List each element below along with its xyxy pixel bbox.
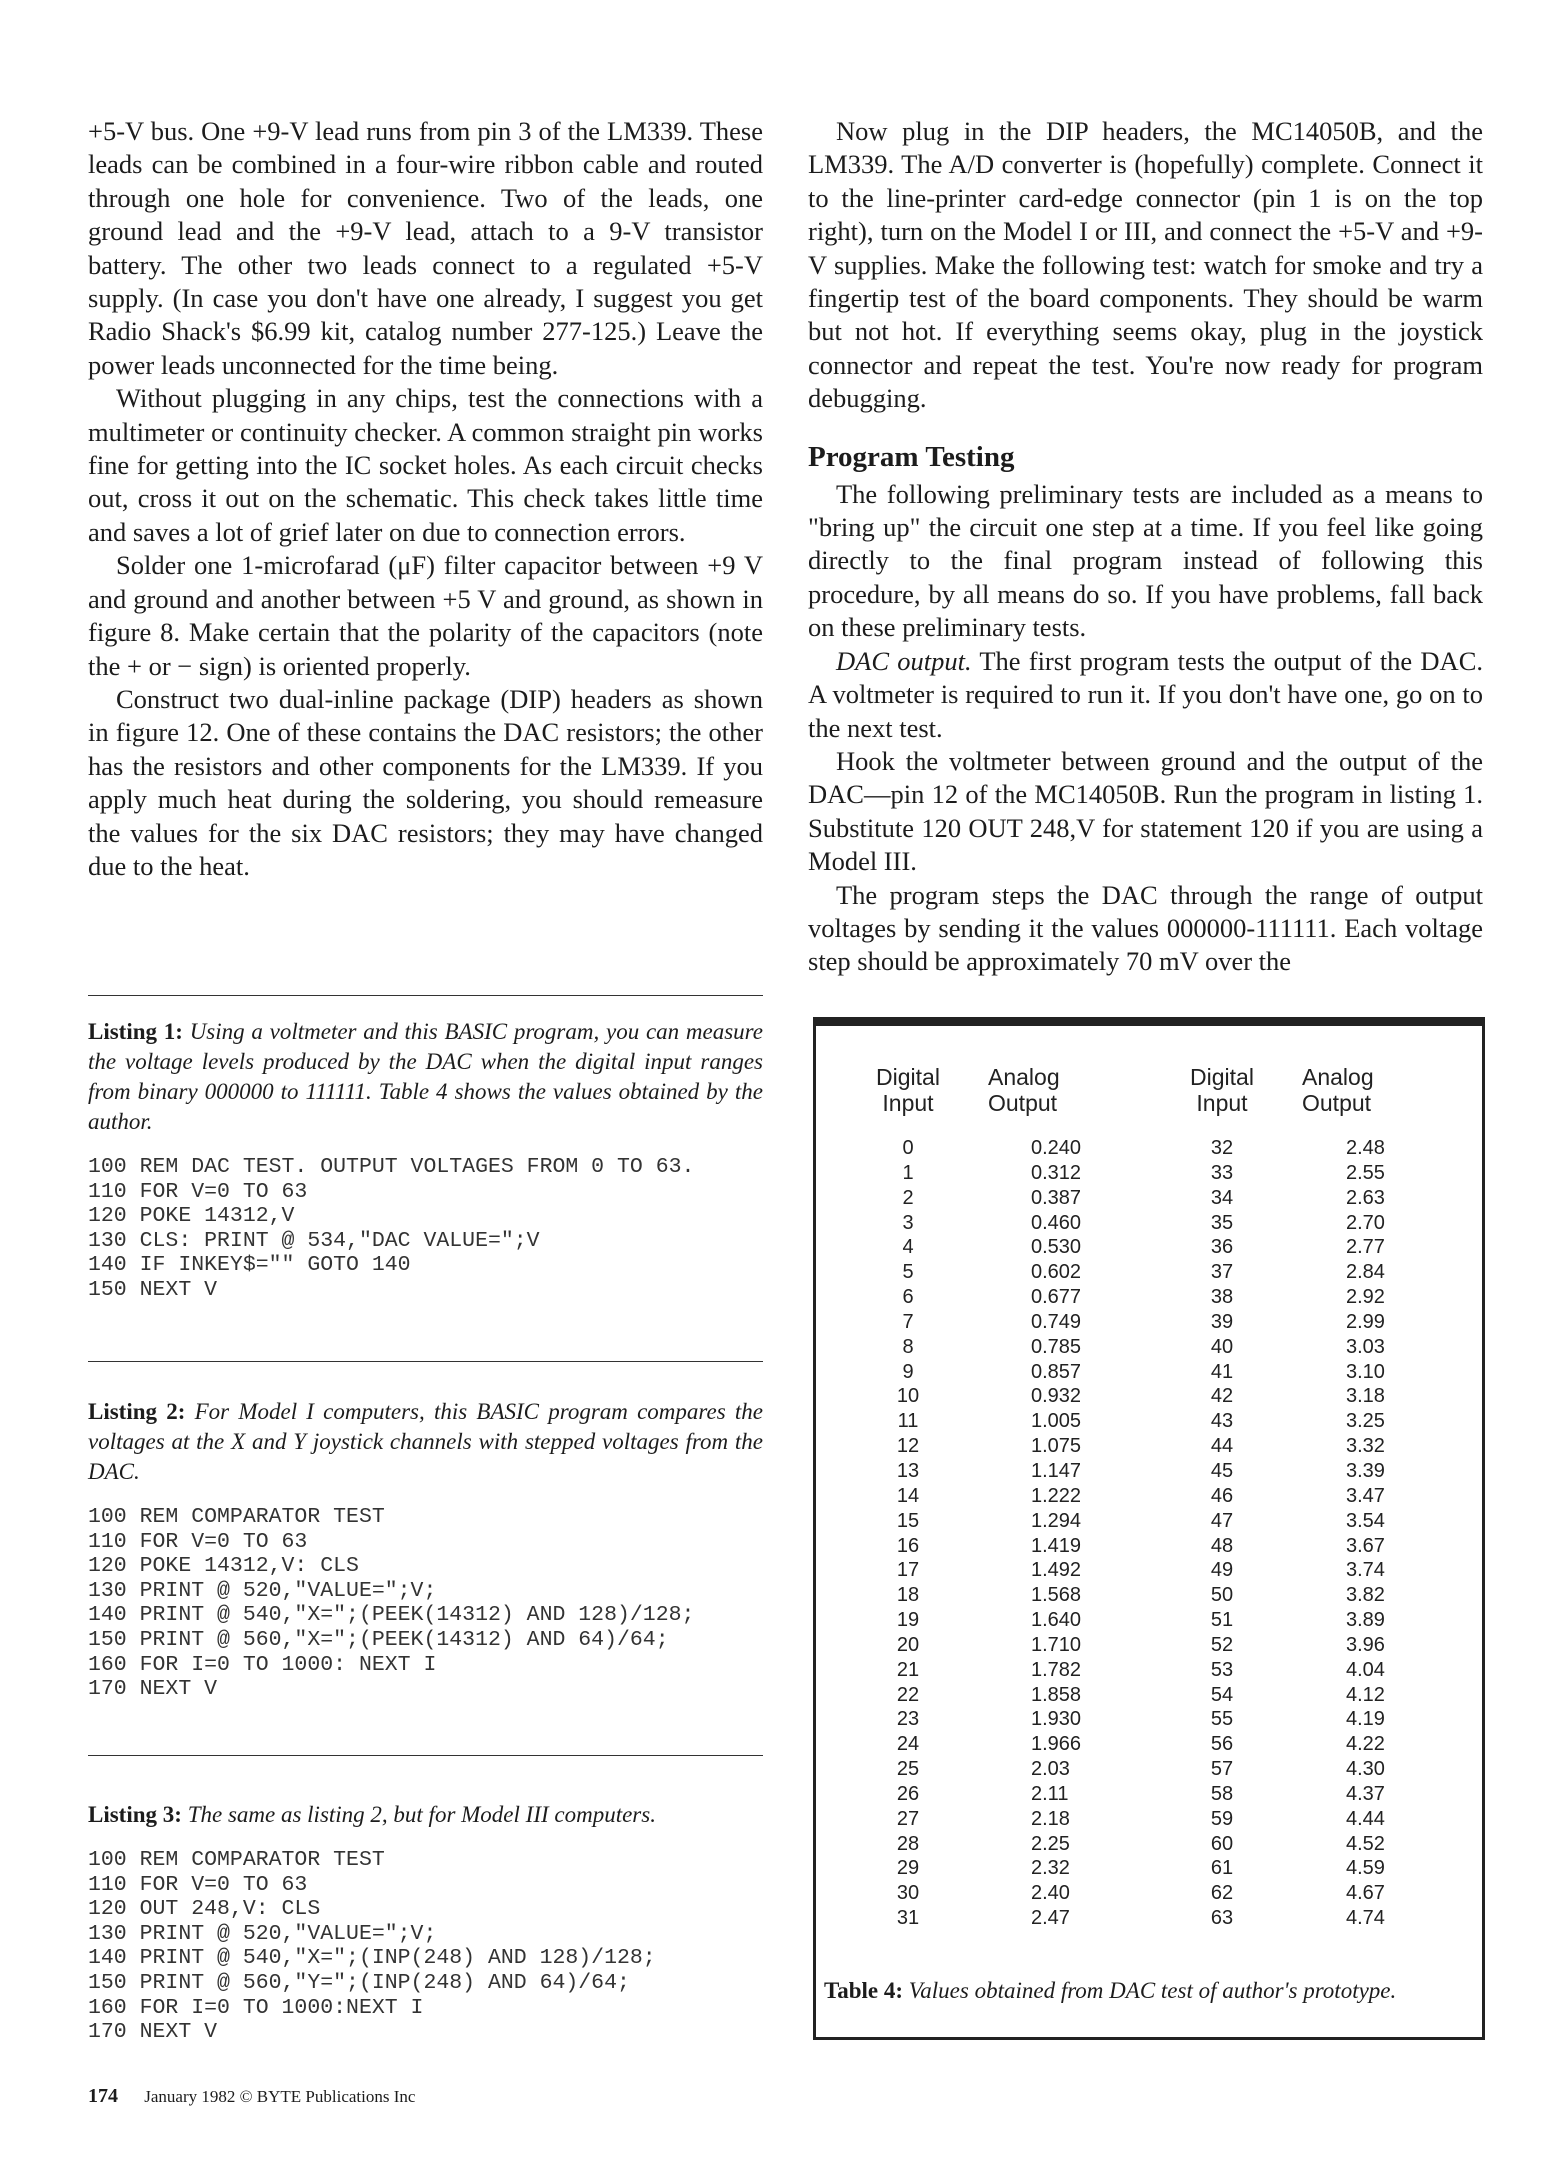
- analog-output-cell: 0.785: [1031, 1335, 1082, 1358]
- listing-caption: [88, 1017, 763, 1137]
- digital-input-cell: 11: [897, 1410, 919, 1433]
- column-header: Digital Input: [876, 1064, 940, 1116]
- digital-input-cell: 45: [1210, 1459, 1234, 1482]
- listing-caption: [88, 1397, 763, 1487]
- analog-output-cell: 1.966: [1031, 1733, 1082, 1756]
- column-header: Analog Output: [1302, 1064, 1374, 1116]
- analog-output-cell: 3.89: [1346, 1609, 1385, 1632]
- digital-input-cell: 16: [896, 1534, 920, 1557]
- digital-input-cell: 43: [1210, 1410, 1234, 1433]
- column-header: Analog Output: [988, 1064, 1060, 1116]
- analog-output-cell: 3.39: [1346, 1459, 1385, 1482]
- digital-input-cell: 37: [1210, 1261, 1234, 1284]
- analog-output-cell: 4.74: [1346, 1907, 1385, 1930]
- analog-output-cell: 2.11: [1031, 1782, 1069, 1805]
- digital-input-cell: 38: [1210, 1286, 1234, 1309]
- digital-input-cell: 15: [896, 1509, 920, 1532]
- analog-output-cell: 3.74: [1346, 1559, 1385, 1582]
- analog-output-cell: 2.99: [1346, 1310, 1385, 1333]
- analog-output-cell: 4.44: [1346, 1807, 1385, 1830]
- digital-input-cell: 40: [1210, 1335, 1234, 1358]
- digital-input-cell: 20: [896, 1633, 920, 1656]
- body-paragraph: Construct two dual-inline package (DIP) headers as shown in figure 12. One of these contains the DAC resistors; the other has the resistors and other components for the LM339. If you apply much heat during the soldering, you should remeasure the values for the six DAC resistors; they may have changed due to the heat.: [88, 683, 763, 881]
- digital-input-cell: 59: [1210, 1807, 1234, 1830]
- digital-input-cell: 35: [1210, 1211, 1234, 1234]
- analog-output-cell: 3.25: [1346, 1410, 1385, 1433]
- body-paragraph: Hook the voltmeter between ground and the output of the DAC—pin 12 of the MC14050B. Run the program in listing 1. Substitute 120 OUT 248,V for statement 120 if you are using a Model III.: [808, 745, 1483, 877]
- listing-label: Listing 3:: [88, 1802, 182, 1827]
- digital-input-cell: 12: [896, 1435, 920, 1458]
- analog-output-cell: 4.04: [1346, 1658, 1385, 1681]
- analog-output-cell: 3.82: [1346, 1584, 1385, 1607]
- analog-output-cell: 1.930: [1031, 1708, 1082, 1731]
- code-block: 100 REM DAC TEST. OUTPUT VOLTAGES FROM 0 TO 63. 110 FOR V=0 TO 63 120 POKE 14312,V 130 CLS: PRINT @ 534,"DAC VALUE=";V 140 IF INKEY$="" GOTO 140 150 NEXT V: [88, 1155, 695, 1302]
- digital-input-cell: 61: [1210, 1857, 1234, 1880]
- analog-output-cell: 3.18: [1346, 1385, 1385, 1408]
- section-heading: Program Testing: [808, 440, 1015, 473]
- analog-output-cell: 2.84: [1346, 1261, 1385, 1284]
- digital-input-cell: 63: [1210, 1907, 1234, 1930]
- table-4: [813, 1017, 1485, 2040]
- divider: [88, 1755, 763, 1756]
- analog-output-cell: 3.03: [1346, 1335, 1385, 1358]
- analog-output-cell: 4.30: [1346, 1758, 1385, 1781]
- digital-input-cell: 44: [1210, 1435, 1234, 1458]
- analog-output-cell: 0.932: [1031, 1385, 1082, 1408]
- digital-input-cell: 36: [1210, 1236, 1234, 1259]
- digital-input-cell: 26: [896, 1782, 920, 1805]
- column-header: Digital Input: [1190, 1064, 1254, 1116]
- analog-output-cell: 1.222: [1031, 1484, 1082, 1507]
- digital-input-cell: 50: [1210, 1584, 1234, 1607]
- analog-output-cell: 4.19: [1346, 1708, 1385, 1731]
- body-paragraph: The program steps the DAC through the range of output voltages by sending it the values 000000-111111. Each voltage step should be approximately 70 mV over the: [808, 879, 1483, 977]
- caption-text: The same as listing 2, but for Model III computers.: [181, 1802, 656, 1827]
- divider: [88, 1361, 763, 1362]
- analog-output-cell: 0.312: [1031, 1161, 1082, 1184]
- digital-input-cell: 22: [896, 1683, 920, 1706]
- digital-input-cell: 62: [1210, 1882, 1234, 1905]
- digital-input-cell: 56: [1210, 1733, 1234, 1756]
- digital-input-cell: 10: [896, 1385, 920, 1408]
- analog-output-cell: 4.67: [1346, 1882, 1385, 1905]
- body-paragraph: Solder one 1-microfarad (μF) filter capacitor between +9 V and ground and another between +5 V and ground, as shown in figure 8. Make certain that the polarity of the capacitors (note the + or − sign) is oriented properly.: [88, 550, 763, 681]
- analog-output-cell: 3.67: [1346, 1534, 1385, 1557]
- digital-input-cell: 0: [902, 1137, 914, 1159]
- body-paragraph: Without plugging in any chips, test the connections with a multimeter or continuity checker. A common straight pin works fine for getting into the IC socket holes. As each circuit checks out, cross it out on the schematic. This check takes little time and saves a lot of grief later on due to connection errors.: [88, 383, 763, 547]
- digital-input-cell: 34: [1210, 1186, 1234, 1209]
- digital-input-cell: 14: [896, 1484, 920, 1507]
- analog-output-cell: 1.075: [1031, 1435, 1082, 1458]
- analog-output-cell: 0.460: [1031, 1211, 1082, 1234]
- listing-1: [88, 1017, 763, 1303]
- analog-output-cell: 0.749: [1031, 1310, 1082, 1333]
- digital-input-cell: 21: [896, 1658, 920, 1681]
- digital-input-cell: 32: [1210, 1137, 1234, 1159]
- analog-output-cell: 1.858: [1031, 1683, 1082, 1706]
- digital-input-cell: 27: [896, 1807, 920, 1830]
- digital-input-cell: 51: [1210, 1609, 1234, 1632]
- digital-input-cell: 33: [1210, 1161, 1234, 1184]
- analog-output-cell: 4.37: [1346, 1782, 1385, 1805]
- code-block: 100 REM COMPARATOR TEST 110 FOR V=0 TO 63 120 POKE 14312,V: CLS 130 PRINT @ 520,"VALUE=";V; 140 PRINT @ 540,"X=";(PEEK(14312) AND 128)/128; 150 PRINT @ 560,"X=";(PEEK(14312) AND 64)/64; 160 FOR I=0 TO 1000: NEXT I 170 NEXT V: [88, 1505, 695, 1702]
- left-column: [88, 115, 763, 883]
- divider: [88, 995, 763, 996]
- digital-input-cell: 46: [1210, 1484, 1234, 1507]
- analog-output-cell: 4.52: [1346, 1832, 1385, 1855]
- column-digital-input-a: [868, 1136, 948, 1931]
- digital-input-cell: 5: [902, 1261, 914, 1284]
- analog-output-cell: 3.96: [1346, 1633, 1385, 1656]
- digital-input-cell: 48: [1210, 1534, 1234, 1557]
- column-analog-output-b: [1346, 1136, 1426, 1931]
- digital-input-cell: 24: [896, 1733, 920, 1756]
- listing-label: Listing 2:: [88, 1399, 186, 1424]
- listing-2: [88, 1397, 763, 1702]
- digital-input-cell: 28: [896, 1832, 920, 1855]
- digital-input-cell: 9: [902, 1360, 914, 1383]
- digital-input-cell: 7: [902, 1310, 914, 1333]
- digital-input-cell: 58: [1210, 1782, 1234, 1805]
- analog-output-cell: 4.59: [1346, 1857, 1385, 1880]
- analog-output-cell: 1.147: [1031, 1459, 1082, 1482]
- body-paragraph: Now plug in the DIP headers, the MC14050B, and the LM339. The A/D converter is (hopefully) complete. Connect it to the line-printer card-edge connector (pin 1 is on the top right), turn on the Model I or III, and connect the +5-V and +9-V supplies. Make the following test: watch for smoke and try a fingertip test of the board components. They should be warm but not hot. If everything seems okay, plug in the joystick connector and repeat the test. You're now ready for program debugging.: [808, 116, 1483, 414]
- digital-input-cell: 17: [896, 1559, 920, 1582]
- right-column: [808, 115, 1483, 979]
- digital-input-cell: 60: [1210, 1832, 1234, 1855]
- table-label: Table 4:: [824, 1978, 904, 2003]
- analog-output-cell: 0.857: [1031, 1360, 1082, 1383]
- analog-output-cell: 0.530: [1031, 1236, 1082, 1259]
- digital-input-cell: 2: [902, 1186, 914, 1209]
- digital-input-cell: 25: [896, 1758, 920, 1781]
- analog-output-cell: 2.47: [1031, 1907, 1070, 1930]
- digital-input-cell: 52: [1210, 1633, 1234, 1656]
- analog-output-cell: 3.10: [1346, 1360, 1385, 1383]
- analog-output-cell: 2.03: [1031, 1758, 1070, 1781]
- analog-output-cell: 2.92: [1346, 1286, 1385, 1309]
- listing-label: Listing 1:: [88, 1019, 183, 1044]
- digital-input-cell: 8: [902, 1335, 914, 1358]
- digital-input-cell: 3: [902, 1211, 914, 1234]
- digital-input-cell: 49: [1210, 1559, 1234, 1582]
- digital-input-cell: 55: [1210, 1708, 1234, 1731]
- caption-text: Using a voltmeter and this BASIC program, you can measure the voltage levels produced by the DAC when the digital input ranges from binary 000000 to 111111. Table 4 shows the values obtained by the author.: [88, 1019, 763, 1134]
- digital-input-cell: 29: [896, 1857, 920, 1880]
- analog-output-cell: 1.419: [1031, 1534, 1082, 1557]
- table-caption: [824, 1976, 1474, 2006]
- body-paragraph: [808, 645, 1483, 745]
- analog-output-cell: 2.55: [1346, 1161, 1385, 1184]
- page-number: 174: [88, 2085, 118, 2107]
- analog-output-cell: 3.32: [1346, 1435, 1385, 1458]
- analog-output-cell: 3.54: [1346, 1509, 1385, 1532]
- digital-input-cell: 47: [1210, 1509, 1234, 1532]
- code-block: 100 REM COMPARATOR TEST 110 FOR V=0 TO 63 120 OUT 248,V: CLS 130 PRINT @ 520,"VALUE=";V; 140 PRINT @ 540,"X=";(INP(248) AND 128)/128; 150 PRINT @ 560,"Y=";(INP(248) AND 64)/64; 160 FOR I=0 TO 1000:NEXT I 170 NEXT V: [88, 1848, 656, 2045]
- analog-output-cell: 4.12: [1346, 1683, 1385, 1706]
- column-analog-output-a: [1031, 1136, 1111, 1931]
- analog-output-cell: 1.492: [1031, 1559, 1082, 1582]
- analog-output-cell: 1.294: [1031, 1509, 1082, 1532]
- caption-text: For Model I computers, this BASIC program compares the voltages at the X and Y joystick channels with stepped voltages from the DAC.: [88, 1399, 763, 1484]
- analog-output-cell: 2.70: [1346, 1211, 1385, 1234]
- digital-input-cell: 57: [1210, 1758, 1234, 1781]
- listing-caption: [88, 1800, 763, 1830]
- analog-output-cell: 1.640: [1031, 1609, 1082, 1632]
- digital-input-cell: 31: [896, 1907, 920, 1930]
- digital-input-cell: 41: [1210, 1360, 1234, 1383]
- analog-output-cell: 2.63: [1346, 1186, 1385, 1209]
- page-footer: [88, 2085, 415, 2108]
- digital-input-cell: 30: [896, 1882, 920, 1905]
- analog-output-cell: 3.47: [1346, 1484, 1385, 1507]
- digital-input-cell: 1: [902, 1161, 914, 1184]
- analog-output-cell: 1.782: [1031, 1658, 1082, 1681]
- listing-3: [88, 1800, 763, 2045]
- analog-output-cell: 1.005: [1031, 1410, 1082, 1433]
- digital-input-cell: 4: [902, 1236, 914, 1259]
- analog-output-cell: 2.25: [1031, 1832, 1070, 1855]
- analog-output-cell: 2.32: [1031, 1857, 1070, 1880]
- body-paragraph: The following preliminary tests are included as a means to "bring up" the circuit one step at a time. If you feel like going directly to the final program instead of following this procedure, by all means do so. If you have problems, fall back on these preliminary tests.: [808, 478, 1483, 643]
- analog-output-cell: 0.602: [1031, 1261, 1082, 1284]
- digital-input-cell: 42: [1210, 1385, 1234, 1408]
- digital-input-cell: 6: [902, 1286, 914, 1309]
- column-digital-input-b: [1182, 1136, 1262, 1931]
- analog-output-cell: 4.22: [1346, 1733, 1385, 1756]
- caption-text: Values obtained from DAC test of author's prototype.: [903, 1978, 1397, 2003]
- analog-output-cell: 2.18: [1031, 1807, 1070, 1830]
- analog-output-cell: 0.387: [1031, 1186, 1082, 1209]
- analog-output-cell: 1.568: [1031, 1584, 1082, 1607]
- body-paragraph: +5-V bus. One +9-V lead runs from pin 3 of the LM339. These leads can be combined in a four-wire ribbon cable and routed through one hole for convenience. Two of the leads, one ground lead and the +9-V lead, attach to a 9-V transistor battery. The other two leads connect to a regulated +5-V supply. (In case you don't have one already, I suggest you get Radio Shack's $6.99 kit, catalog number 277-125.) Leave the power leads unconnected for the time being.: [88, 116, 763, 380]
- analog-output-cell: 0.677: [1031, 1286, 1082, 1309]
- analog-output-cell: 2.77: [1346, 1236, 1385, 1259]
- analog-output-cell: 2.48: [1346, 1137, 1385, 1159]
- run-in-heading: DAC output.: [836, 645, 972, 676]
- digital-input-cell: 39: [1210, 1310, 1234, 1333]
- paragraph-text: The first program tests the output of the DAC. A voltmeter is required to run it. If you don't have one, go on to the next test.: [808, 645, 1483, 743]
- analog-output-cell: 0.240: [1031, 1137, 1082, 1159]
- digital-input-cell: 23: [896, 1708, 920, 1731]
- digital-input-cell: 18: [896, 1584, 920, 1607]
- digital-input-cell: 54: [1210, 1683, 1234, 1706]
- analog-output-cell: 2.40: [1031, 1882, 1070, 1905]
- digital-input-cell: 13: [896, 1459, 920, 1482]
- digital-input-cell: 19: [896, 1609, 920, 1632]
- digital-input-cell: 53: [1210, 1658, 1234, 1681]
- analog-output-cell: 1.710: [1031, 1633, 1082, 1656]
- footer-text: January 1982 © BYTE Publications Inc: [144, 2087, 416, 2106]
